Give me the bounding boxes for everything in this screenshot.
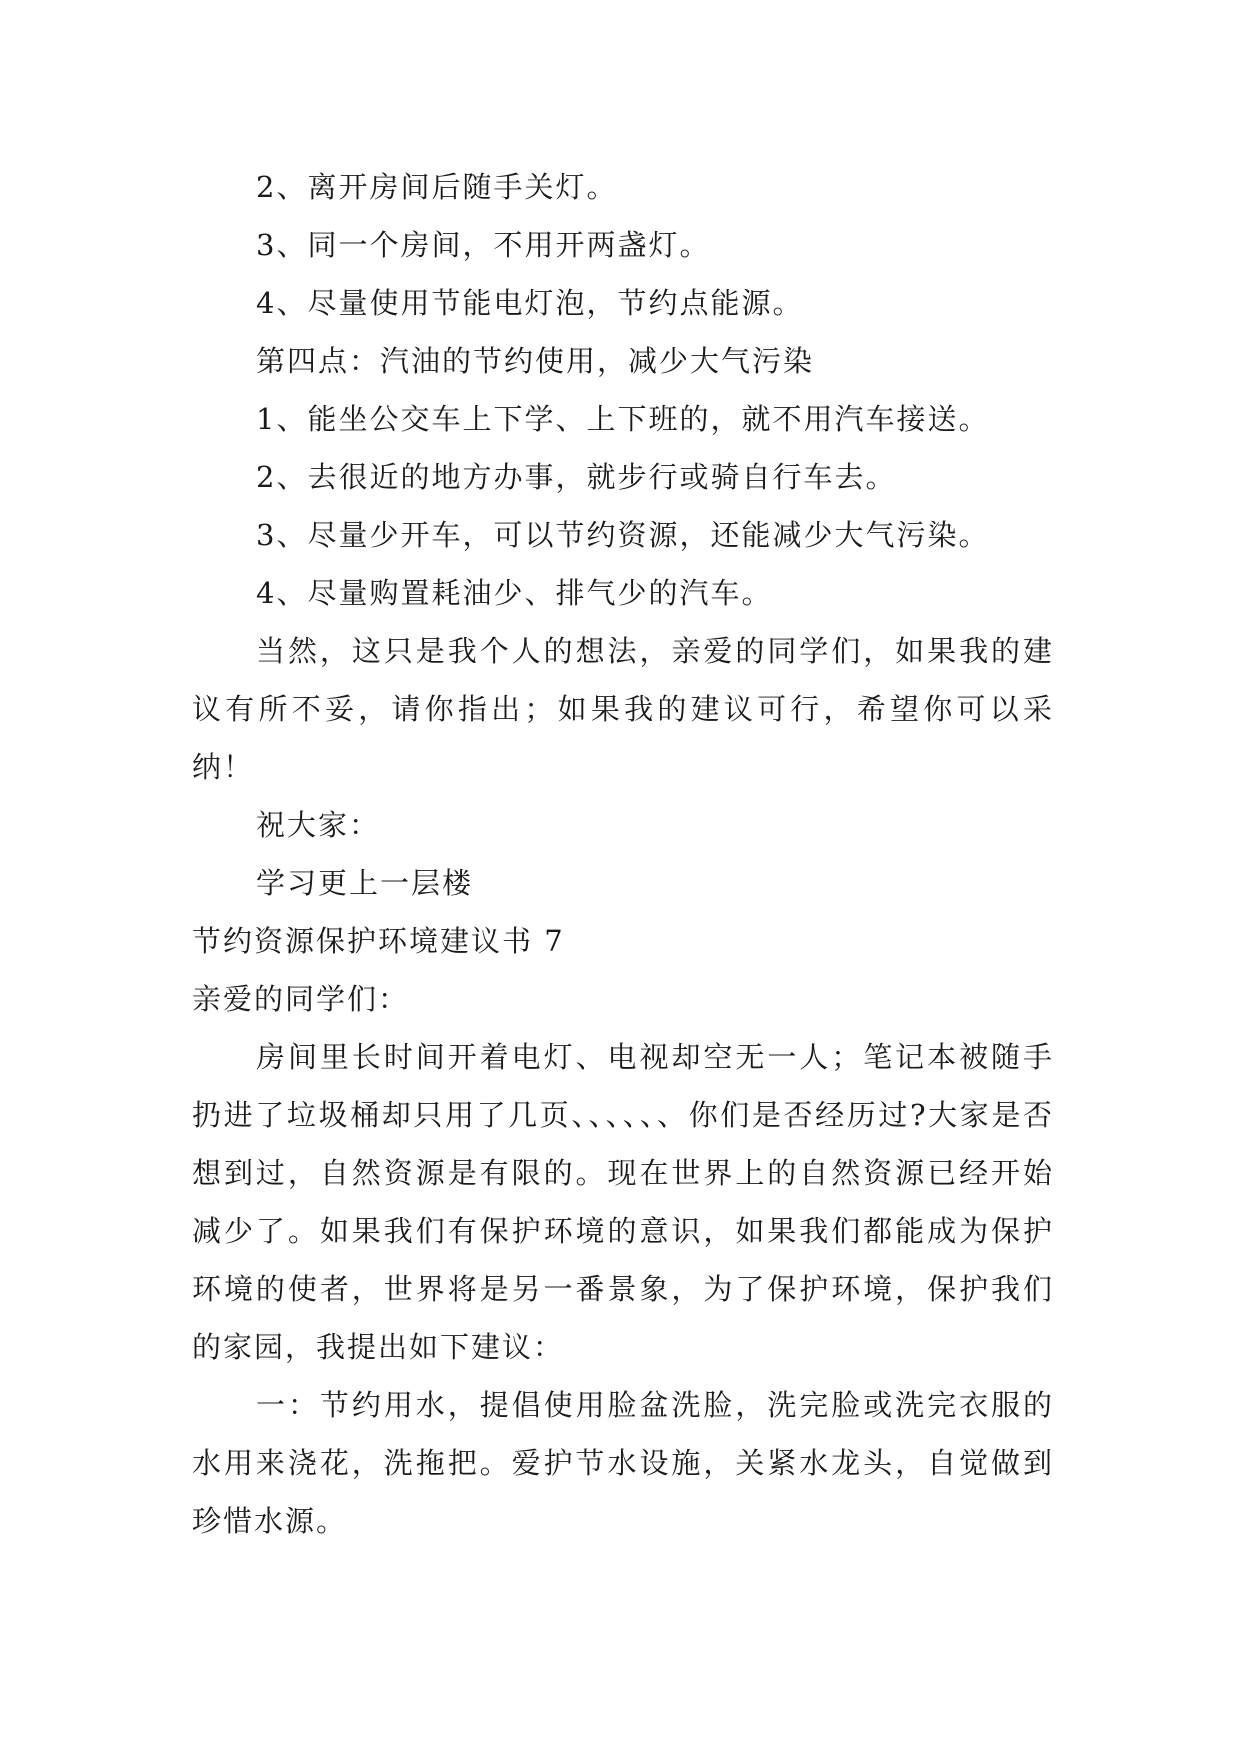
list-item: 3、尽量少开车，可以节约资源，还能减少大气污染。 [256,518,990,552]
list-item: 3、同一个房间，不用开两盏灯。 [256,228,711,262]
section-heading: 第四点：汽油的节约使用，减少大气污染 [256,344,815,378]
document-body [192,158,1054,1550]
suggestion-paragraph: 一：节约用水，提倡使用脸盆洗脸，洗完脸或洗完衣服的水用来浇花，洗拖把。爱护节水设施，关紧水龙头，自觉做到珍惜水源。 [192,1388,1054,1538]
intro-paragraph: 房间里长时间开着电灯、电视却空无一人；笔记本被随手扔进了垃圾桶却只用了几页、、、、、、你们是否经历过?大家是否想到过，自然资源是有限的。现在世界上的自然资源已经开始减少了。如果我们有保护环境的意识，如果我们都能成为保护环境的使者，世界将是另一番景象，为了保护环境，保护我们的家园，我提出如下建议： [192,1040,1054,1364]
list-item: 4、尽量购置耗油少、排气少的汽车。 [256,576,773,610]
salutation: 亲爱的同学们： [192,982,410,1016]
list-item: 2、离开房间后随手关灯。 [256,170,618,204]
section-title: 节约资源保护环境建议书 7 [192,924,565,958]
closing-paragraph: 当然，这只是我个人的想法，亲爱的同学们，如果我的建议有所不妥，请你指出；如果我的建议可行，希望你可以采纳！ [192,634,1054,784]
wish-text: 学习更上一层楼 [256,866,474,900]
wish-label: 祝大家： [256,808,381,842]
list-item: 4、尽量使用节能电灯泡，节约点能源。 [256,286,804,320]
list-item: 1、能坐公交车上下学、上下班的，就不用汽车接送。 [256,402,990,436]
list-item: 2、去很近的地方办事，就步行或骑自行车去。 [256,460,897,494]
